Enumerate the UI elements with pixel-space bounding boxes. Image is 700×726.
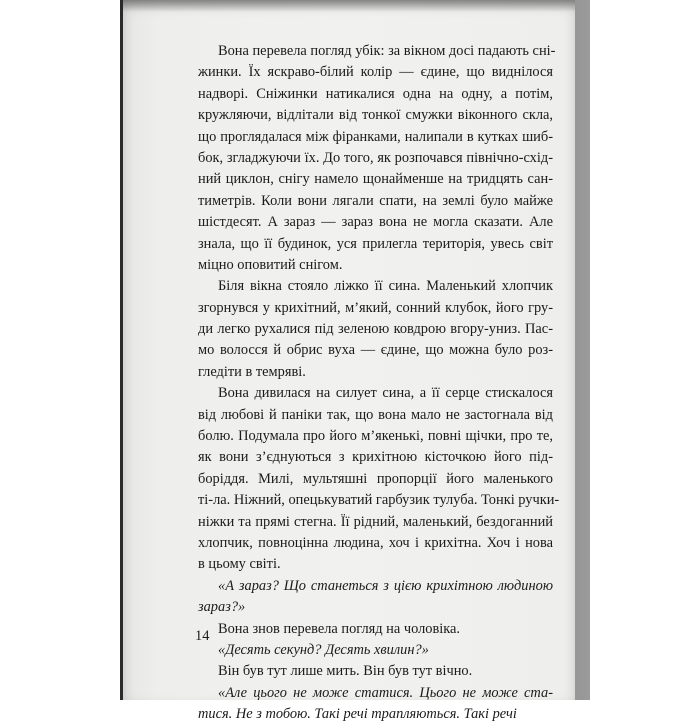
text-line: «Десять секунд? Десять хвилин?» [218,641,429,658]
text-line: міцно оповитий снігом. [198,256,343,273]
body-text [198,41,560,726]
text-line: жинки. Їх яскраво-білий колір — єдине, що виднілося [198,64,553,81]
text-line: Біля вікна стояло ліжко її сина. Маленький хлопчик [218,278,553,295]
text-line: тися. Не з тобою. Такі речі трапляються. Такі речі [198,706,517,723]
paragraph [198,576,553,619]
text-line: боріддя. Милі, мультяшні пропорції його маленького [198,470,553,487]
text-line: що проглядалася між фіранками, налипали в кутках шиб- [198,128,553,145]
text-line: від любові й паніки так, що вона мало не застогнала від [198,406,553,423]
text-line: мо волосся й обрис вуха — єдине, що можна було роз- [198,342,553,359]
book-page [123,0,575,723]
text-line: в цьому світі. [198,556,281,573]
text-line: бок, згладжуючи їх. До того, як розпочався північно-схід- [198,149,553,166]
text-line: шістдесят. А зараз — зараз вона не могла сказати. Але [198,214,553,231]
text-line: гледіти в темряві. [198,363,306,380]
paragraph [198,41,556,276]
text-line: ті-ла. Ніжний, опецькуватий гарбузик тулуба. Тонкі ручки- [198,492,560,509]
text-line: знала, що її будинок, уся прилегла територія, увесь світ [198,235,553,252]
text-line: Вона перевела погляд убік: за вікном досі падають сні- [218,43,556,59]
paragraph [198,661,553,682]
text-line: Вона знов перевела погляд на чоловіка. [218,620,461,637]
text-line: тиметрів. Коли вони лягали спати, на землі було майже [198,192,553,209]
text-line: згорнувся у крихітний, м’який, сонний клубок, його гру- [198,299,553,316]
page-top-shadow [123,0,575,12]
paragraph [198,619,553,640]
paragraph [198,683,553,726]
text-line: як вони з’єднуються з крихітною кісточкою його під- [198,449,553,466]
text-line: зараз?» [198,599,246,616]
paragraph [198,640,553,661]
text-line: «А зараз? Що станеться з цією крихітною людиною [218,577,553,594]
text-line: кружляючи, відлітали від тонкої смужки віконного скла, [198,107,553,124]
text-line: Він був тут лише мить. Він був тут вічно. [218,663,473,680]
paragraph [198,276,553,383]
text-line: хлопчик, повноцінна людина, хоч і крихітна. Хоч і нова [198,534,553,551]
text-line: ний циклон, снігу намело щонайменше на тридцять сан- [198,171,553,188]
text-line: Вона дивилася на силует сина, а її серце стискалося [218,385,553,402]
text-line: ніжки та прямі стегна. Її рідний, маленький, бездоганний [198,513,553,530]
paragraph [198,383,560,576]
text-line: надворі. Сніжинки натикалися одна на одну, а потім, [198,85,553,102]
text-line: ди легко рухалися під зеленою ковдрою вгору-униз. Пас- [198,321,553,338]
text-line: болю. Подумала про його м’якенькі, повні щічки, про те, [198,428,553,445]
page-number: 14 [195,628,210,644]
text-line: «Але цього не може статися. Цього не може ста- [218,684,553,701]
